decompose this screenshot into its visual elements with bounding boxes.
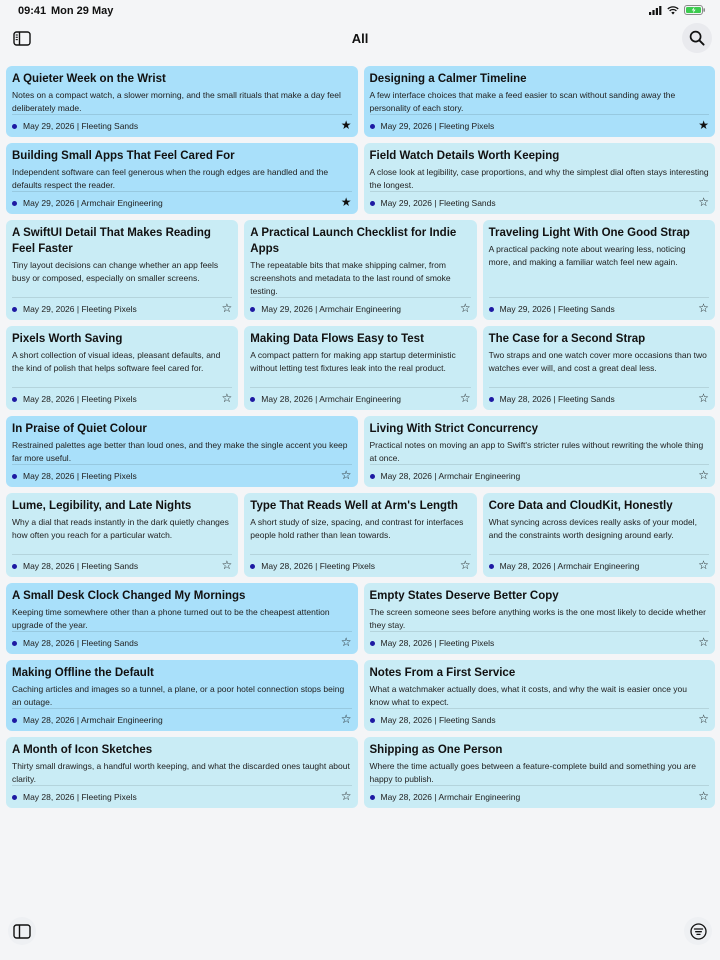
article-card[interactable] (6, 493, 238, 577)
article-summary: The repeatable bits that make shipping calmer, from screenshots and metadata to the last round of smoke testing. (250, 260, 451, 296)
star-outline-icon[interactable]: ☆ (340, 468, 352, 482)
wifi-icon (667, 6, 679, 15)
article-summary: Notes on a compact watch, a slower morning, and the small rituals that make a day feel deliberately made. (12, 90, 341, 113)
article-summary: Two straps and one watch cover more occasions than two watches ever will, and cost a great deal less. (488, 350, 707, 373)
article-date-source: May 28, 2026 | Armchair Engineering (499, 561, 640, 571)
article-summary: Restrained palettes age better than loud ones, and they make the single accent you keep far more useful. (12, 440, 348, 463)
card-row (6, 583, 715, 654)
article-summary: Thirty small drawings, a handful worth keeping, and what the discarded ones taught about clarity. (12, 761, 350, 784)
unread-dot-icon (489, 397, 494, 402)
unread-dot-icon (12, 795, 17, 800)
unread-dot-icon (12, 124, 17, 129)
article-title: A Small Desk Clock Changed My Mornings (12, 590, 246, 602)
star-outline-icon[interactable]: ☆ (340, 789, 352, 803)
unread-dot-icon (370, 641, 375, 646)
article-card[interactable] (6, 143, 358, 214)
article-date-source: May 28, 2026 | Fleeting Pixels (23, 394, 137, 404)
article-date-source: May 29, 2026 | Fleeting Sands (380, 198, 496, 208)
unread-dot-icon (370, 201, 375, 206)
unread-dot-icon (12, 474, 17, 479)
article-date-source: May 28, 2026 | Fleeting Sands (499, 394, 615, 404)
star-outline-icon[interactable]: ☆ (340, 712, 352, 726)
unread-dot-icon (12, 718, 17, 723)
article-title: Core Data and CloudKit, Honestly (488, 500, 673, 512)
article-card[interactable] (364, 660, 716, 731)
article-date-source: May 29, 2026 | Armchair Engineering (261, 304, 401, 314)
star-filled-icon[interactable]: ★ (698, 118, 709, 132)
article-card[interactable] (364, 416, 716, 487)
card-row (6, 143, 715, 214)
article-date-source: May 29, 2026 | Fleeting Pixels (23, 304, 137, 314)
article-title: Pixels Worth Saving (12, 333, 123, 345)
unread-dot-icon (250, 397, 255, 402)
article-date-source: May 28, 2026 | Armchair Engineering (380, 471, 521, 481)
battery-charging-icon (684, 5, 706, 15)
article-title: A Quieter Week on the Wrist (12, 73, 166, 85)
article-title: A Practical Launch Checklist for Indie Apps (250, 227, 457, 255)
card-row (6, 66, 715, 137)
article-meta (250, 387, 470, 410)
star-outline-icon[interactable]: ☆ (698, 301, 709, 315)
article-meta (489, 297, 709, 320)
article-title: Field Watch Details Worth Keeping (369, 150, 560, 162)
article-title: Building Small Apps That Feel Cared For (12, 150, 235, 162)
star-outline-icon[interactable]: ☆ (459, 558, 471, 572)
system-indicators (649, 5, 706, 15)
article-title: Designing a Calmer Timeline (369, 73, 527, 85)
star-outline-icon[interactable]: ☆ (698, 789, 709, 803)
card-row (6, 660, 715, 731)
star-outline-icon[interactable]: ☆ (698, 391, 709, 405)
article-meta (370, 114, 710, 137)
article-meta (12, 785, 352, 808)
article-date-source: May 28, 2026 | Fleeting Pixels (380, 638, 495, 648)
article-summary: A compact pattern for making app startup deterministic without letting test fixtures leak into the real product. (250, 350, 456, 373)
article-card[interactable] (364, 737, 716, 808)
article-card[interactable] (364, 583, 716, 654)
unread-dot-icon (12, 641, 17, 646)
card-row (6, 737, 715, 808)
article-grid (6, 66, 715, 814)
article-date-source: May 28, 2026 | Fleeting Sands (23, 561, 139, 571)
article-meta (489, 387, 709, 410)
article-date-source: May 28, 2026 | Fleeting Sands (23, 638, 139, 648)
article-date-source: May 28, 2026 | Fleeting Sands (380, 715, 496, 725)
unread-dot-icon (370, 474, 375, 479)
article-date-source: May 28, 2026 | Armchair Engineering (380, 792, 521, 802)
star-outline-icon[interactable]: ☆ (340, 635, 352, 649)
article-title: Empty States Deserve Better Copy (369, 590, 559, 602)
card-row (6, 493, 715, 577)
article-date-source: May 28, 2026 | Fleeting Pixels (261, 561, 376, 571)
article-meta (370, 785, 710, 808)
unread-dot-icon (370, 795, 375, 800)
article-date-source: May 28, 2026 | Armchair Engineering (23, 715, 163, 725)
star-outline-icon[interactable]: ☆ (698, 468, 709, 482)
article-summary: A practical packing note about wearing less, noticing more, and making a familiar watch feel new again. (488, 244, 686, 267)
article-card[interactable] (6, 660, 358, 731)
article-date-source: May 28, 2026 | Armchair Engineering (261, 394, 401, 404)
article-meta (370, 708, 710, 731)
star-filled-icon[interactable]: ★ (340, 195, 352, 209)
article-summary: Caching articles and images so a tunnel, a plane, or a poor hotel connection stops being an outage. (12, 684, 345, 707)
article-card[interactable] (6, 326, 238, 410)
unread-dot-icon (370, 718, 375, 723)
sidebar-icon (13, 924, 31, 939)
article-meta (250, 554, 470, 577)
article-card[interactable] (364, 66, 716, 137)
status-bar (0, 0, 720, 22)
article-meta (370, 464, 710, 487)
article-meta (12, 554, 232, 577)
article-title: Making Offline the Default (12, 667, 154, 679)
unread-dot-icon (12, 201, 17, 206)
article-card[interactable] (6, 583, 358, 654)
article-summary: A short study of size, spacing, and contrast for interfaces people hold rather than lean towards. (250, 517, 464, 540)
unread-dot-icon (12, 397, 17, 402)
star-filled-icon[interactable]: ★ (340, 118, 352, 132)
article-summary: Practical notes on moving an app to Swift's stricter rules without rewriting the whole thing at once. (369, 440, 704, 463)
article-summary: Independent software can feel generous when the rough edges are handled and the defaults respect the reader. (12, 167, 329, 190)
article-meta (370, 631, 710, 654)
star-outline-icon[interactable]: ☆ (221, 558, 233, 572)
article-title: The Case for a Second Strap (488, 333, 646, 345)
article-card[interactable] (244, 220, 476, 320)
article-card[interactable] (244, 493, 476, 577)
article-summary: Keeping time somewhere other than a phone turned out to be the cheapest attention upgrade of the year. (12, 607, 330, 630)
article-title: Living With Strict Concurrency (369, 423, 539, 435)
article-date-source: May 28, 2026 | Fleeting Pixels (23, 471, 137, 481)
star-outline-icon[interactable]: ☆ (698, 558, 709, 572)
star-outline-icon[interactable]: ☆ (221, 301, 233, 315)
star-outline-icon[interactable]: ☆ (698, 635, 709, 649)
unread-dot-icon (12, 307, 17, 312)
article-summary: What a watchmaker actually does, what it costs, and why the wait is easier once you know what to expect. (369, 684, 687, 707)
article-meta (12, 708, 352, 731)
article-meta (12, 114, 352, 137)
article-date-source: May 29, 2026 | Fleeting Sands (499, 304, 615, 314)
article-title: Type That Reads Well at Arm's Length (250, 500, 458, 512)
article-card[interactable] (364, 143, 716, 214)
card-row (6, 326, 715, 410)
article-card[interactable] (244, 326, 476, 410)
article-meta (370, 191, 710, 214)
article-summary: A close look at legibility, case proportions, and why the simplest dial often stays interesting the longest. (369, 167, 709, 190)
status-time: 09:41 (18, 5, 47, 17)
article-title: Traveling Light With One Good Strap (488, 227, 690, 239)
unread-dot-icon (12, 564, 17, 569)
article-date-source: May 29, 2026 | Fleeting Pixels (380, 121, 495, 131)
article-summary: The screen someone sees before anything works is the one most likely to decide whether they stay. (369, 607, 706, 630)
article-summary: What syncing across devices really asks of your model, and the constraints worth designing around early. (488, 517, 697, 540)
article-date-source: May 29, 2026 | Fleeting Sands (23, 121, 139, 131)
bottom-sidebar-button[interactable] (8, 917, 36, 945)
article-title: Notes From a First Service (369, 667, 516, 679)
article-title: Making Data Flows Easy to Test (250, 333, 424, 345)
search-button[interactable] (682, 23, 712, 53)
unread-dot-icon (370, 124, 375, 129)
article-card[interactable] (6, 220, 238, 320)
filter-button[interactable] (684, 917, 712, 945)
article-title: Lume, Legibility, and Late Nights (12, 500, 192, 512)
unread-dot-icon (250, 307, 255, 312)
article-card[interactable] (6, 416, 358, 487)
article-card[interactable] (483, 220, 715, 320)
unread-dot-icon (489, 564, 494, 569)
star-outline-icon[interactable]: ☆ (221, 391, 233, 405)
article-card[interactable] (483, 493, 715, 577)
article-title: Shipping as One Person (369, 744, 503, 756)
article-meta (12, 191, 352, 214)
article-meta (12, 464, 352, 487)
article-summary: Tiny layout decisions can change whether an app feels busy or composed, especially on smaller screens. (12, 260, 219, 283)
cellular-signal-icon (649, 6, 662, 15)
card-row (6, 416, 715, 487)
article-meta (489, 554, 709, 577)
star-outline-icon[interactable]: ☆ (698, 712, 709, 726)
article-meta (12, 387, 232, 410)
article-meta (12, 631, 352, 654)
article-summary: A short collection of visual ideas, pleasant defaults, and the kind of polish that helps software feel cared for. (12, 350, 221, 373)
filter-icon (690, 923, 707, 940)
unread-dot-icon (250, 564, 255, 569)
article-card[interactable] (483, 326, 715, 410)
article-summary: A few interface choices that make a feed easier to scan without sanding away the personality of each story. (369, 90, 676, 113)
star-outline-icon[interactable]: ☆ (459, 301, 471, 315)
article-date-source: May 28, 2026 | Fleeting Pixels (23, 792, 137, 802)
article-summary: Why a dial that reads instantly in the dark quietly changes how often you reach for a particular watch. (12, 517, 229, 540)
unread-dot-icon (489, 307, 494, 312)
article-card[interactable] (6, 737, 358, 808)
article-title: In Praise of Quiet Colour (12, 423, 147, 435)
article-meta (12, 297, 232, 320)
search-icon (689, 30, 705, 46)
star-outline-icon[interactable]: ☆ (698, 195, 709, 209)
page-title: All (351, 31, 369, 46)
navigation-bar (0, 22, 720, 56)
star-outline-icon[interactable]: ☆ (459, 391, 471, 405)
article-title: A SwiftUI Detail That Makes Reading Feel Faster (12, 227, 211, 255)
card-row (6, 220, 715, 320)
status-date: Mon 29 May (51, 5, 114, 17)
article-card[interactable] (6, 66, 358, 137)
article-date-source: May 29, 2026 | Armchair Engineering (23, 198, 163, 208)
article-meta (250, 297, 470, 320)
article-summary: Where the time actually goes between a feature-complete build and something you are happy to publish. (369, 761, 696, 784)
article-title: A Month of Icon Sketches (12, 744, 153, 756)
